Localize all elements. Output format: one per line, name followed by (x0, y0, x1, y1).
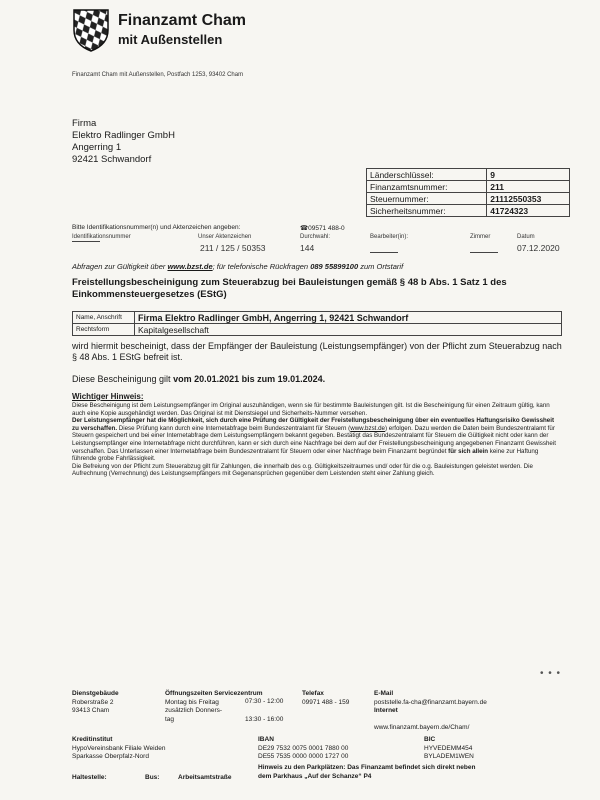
notice-paragraph: Diese Bescheinigung ist dem Leistungsempfänger im Original auszuhändigen, wenn sie für bestimmte Bauleistungen gilt. Ist die Bescheinigung für einen Zeitraum gültig, kann auch eine Kopie ausgehändigt werden. Das Original ist mit Dienstsiegel und Sicherheits-Nummer versehen. (72, 402, 550, 417)
inquiry-phone: 089 55899100 (310, 262, 359, 271)
footer-text: zusätzlich Donners- (165, 707, 223, 714)
info-value: 211 (487, 181, 570, 193)
field-underline (72, 241, 100, 242)
footer-text: DE29 7532 0075 0001 7880 00 (258, 744, 349, 752)
company-table (72, 311, 562, 336)
inquiry-middle: ; für telefonische Rückfragen (212, 262, 311, 271)
footer-text: Roberstraße 2 (72, 698, 114, 706)
info-row (367, 169, 570, 181)
footer-stop-label: Haltestelle: (72, 774, 107, 781)
footer-building (72, 690, 119, 716)
footer-heading: Internet (374, 707, 398, 714)
notice-text (72, 402, 562, 478)
tax-info-box (366, 168, 570, 217)
footer-heading: BIC (424, 736, 436, 743)
footer-text: 93413 Cham (72, 707, 110, 714)
date-value: 07.12.2020 (517, 243, 560, 253)
footer-text: HypoVereinsbank Filiale Weiden (72, 744, 166, 752)
notice-span: Diese Prüfung kann durch eine Internetabfrage beim Bundeszentralamt für Steuern ( (117, 424, 351, 432)
col-staff: Bearbeiter(in): (370, 234, 409, 240)
footer-email[interactable]: poststelle.fa-cha@finanzamt.bayern.de (374, 698, 487, 706)
recipient-line: Elektro Radlinger GmbH (72, 130, 175, 141)
footer-text: DE55 7535 0000 0000 1727 00 (258, 753, 349, 760)
notice-url[interactable]: www.bzst.de (350, 424, 385, 432)
col-file-number: Unser Aktenzeichen (198, 234, 252, 240)
footer-heading: Kreditinstitut (72, 736, 113, 743)
inquiry-note (72, 262, 403, 271)
footer-iban (258, 736, 348, 762)
exemption-statement: wird hiermit bescheinigt, dass der Empfänger der Bauleistung (Leistungsempfänger) von der Pflicht zum Steuerabzug nach § 48 Abs. 1 EStG befreit ist. (72, 341, 562, 362)
recipient-line: Firma (72, 118, 97, 129)
document-title: Freistellungsbescheinigung zum Steuerabzug bei Bauleistungen gemäß § 48 b Abs. 1 Satz 1 des Einkommensteuergesetzes (EStG) (72, 277, 507, 300)
footer-bic (424, 736, 474, 762)
notice-bold: Der Leistungsempfänger hat die Möglichkeit, sich durch eine Prüfung der Gültigkeit der Freistellungsbescheinigung über ein eventuelles Haftungsrisiko Gewissheit zu verschaffen. (72, 417, 555, 432)
recipient-line: Angerring 1 (72, 142, 122, 153)
footer-bus-value: Arbeitsamtstraße (178, 774, 232, 781)
table-row (73, 312, 562, 324)
footer-bus-label: Bus: (145, 774, 160, 781)
info-label: Steuernummer: (367, 193, 487, 205)
info-row (367, 193, 570, 205)
recipient-address (72, 118, 175, 166)
notice-paragraph (72, 417, 562, 463)
info-row (367, 181, 570, 193)
file-number-value: 211 / 125 / 50353 (200, 243, 266, 253)
footer-text: 07:30 - 12:00 (245, 698, 284, 705)
notice-span: ) erfolgen. Dazu werden die Daten beim Bundeszentralamt für Steuern gespeichert und bei einer Internetabfrage dem Leistungsempfängern bekannt gegeben. Bestätigt das Bundeszentralamt für Steuern die Gültigkeit nicht oder kann der Leistungsempfänger eine Internetabfrage nicht durchführen, kann er sich durch eine Nachfrage bei dem auf der Freistellungsbescheinigung angegebenen Finanzamt Gewissheit verschaffen. Das Unterlassen einer Internetabfrage beim Bundeszentralamt für Steuern oder einer Nachfrage beim Finanzamt begründet (72, 424, 556, 455)
footer-parking (258, 764, 475, 781)
footer-heading: E-Mail (374, 690, 394, 697)
footer-website[interactable]: www.finanzamt.bayern.de/Cham/ (374, 723, 470, 731)
footer-text: Montag bis Freitag (165, 698, 219, 706)
notice-bold: für sich allein (448, 447, 489, 455)
validity-range: vom 20.01.2021 bis zum 19.01.2024. (173, 374, 326, 384)
info-value: 41724323 (487, 205, 570, 217)
col-room: Zimmer (470, 234, 491, 240)
validity-statement (72, 374, 325, 384)
footer-heading: Telefax (302, 690, 324, 697)
footer-text: Sparkasse Oberpfalz-Nord (72, 753, 149, 760)
notice-span: keine zur Haftung führende grobe Fahrlässigkeit. (72, 447, 539, 463)
validity-prefix: Diese Bescheinigung gilt (72, 374, 174, 384)
footer-heading: Dienstgebäude (72, 690, 119, 697)
footer-text: tag (165, 715, 175, 723)
dots-mark: • • • (540, 668, 562, 679)
col-dial: Durchwahl: (300, 234, 331, 240)
bavarian-coat-of-arms-icon (72, 8, 110, 52)
table-row (73, 324, 562, 336)
recipient-line: 92421 Schwandorf (72, 154, 152, 165)
info-label: Länderschlüssel: (367, 169, 487, 181)
footer-fax (302, 690, 349, 707)
reference-intro: Bitte Identifikationsnummer(n) und Aktenzeichen angeben: (72, 224, 241, 231)
footer-text: Hinweis zu den Parkplätzen: Das Finanzamt befindet sich direkt neben (258, 764, 476, 771)
footer-text: HYVEDEMM454 (424, 744, 473, 752)
legal-form-label: Rechtsform (73, 324, 135, 336)
field-underline (470, 252, 498, 253)
footer-bank (72, 736, 165, 762)
sender-line: Finanzamt Cham mit Außenstellen, Postfach 1253, 93402 Cham (72, 72, 244, 78)
name-label: Name, Anschrift (73, 312, 135, 324)
footer-text: dem Parkhaus „Auf der Schanze“ P4 (258, 772, 372, 780)
notice-title: Wichtiger Hinweis: (72, 392, 144, 401)
field-underline (370, 252, 398, 253)
footer-hours-times (245, 698, 283, 724)
reference-phone: ☎09571 488-0 (300, 225, 345, 232)
col-date: Datum (517, 234, 535, 240)
legal-form-value: Kapitalgesellschaft (135, 324, 562, 336)
inquiry-suffix: zum Ortstarif (358, 262, 404, 271)
name-value: Firma Elektro Radlinger GmbH, Angerring 1, 92421 Schwandorf (135, 312, 562, 324)
footer-text: 09971 488 - 159 (302, 698, 350, 706)
dial-value: 144 (300, 243, 315, 253)
info-value: 9 (487, 169, 570, 181)
notice-paragraph: Die Befreiung von der Pflicht zum Steuerabzug gilt für Zahlungen, die innerhalb des o.g. Gültigkeitszeitraumes und/ oder für die o.g. Bauleistungen geleistet werden. Die Aufrechnung (Verrechnung) des Leistungsempfängers mit Gegenansprüchen gegenüber dem Leistenden steht einer Zahlung gleich. (72, 462, 533, 478)
footer-heading: Öffnungszeiten Servicezentrum (165, 690, 263, 697)
office-subtitle: mit Außenstellen (118, 32, 223, 47)
info-row (367, 205, 570, 217)
inquiry-url[interactable]: www.bzst.de (167, 262, 213, 271)
col-identification: Identifikationsnummer (72, 234, 131, 240)
footer-heading: IBAN (258, 736, 274, 743)
footer-text: 13:30 - 16:00 (245, 715, 284, 723)
footer-contact (374, 690, 487, 732)
info-label: Sicherheitsnummer: (367, 205, 487, 217)
office-name: Finanzamt Cham (118, 12, 247, 29)
footer-text: BYLADEM1WEN (424, 753, 474, 760)
info-label: Finanzamtsnummer: (367, 181, 487, 193)
inquiry-prefix: Abfragen zur Gültigkeit über (72, 262, 168, 271)
info-value: 21112550353 (487, 193, 570, 205)
